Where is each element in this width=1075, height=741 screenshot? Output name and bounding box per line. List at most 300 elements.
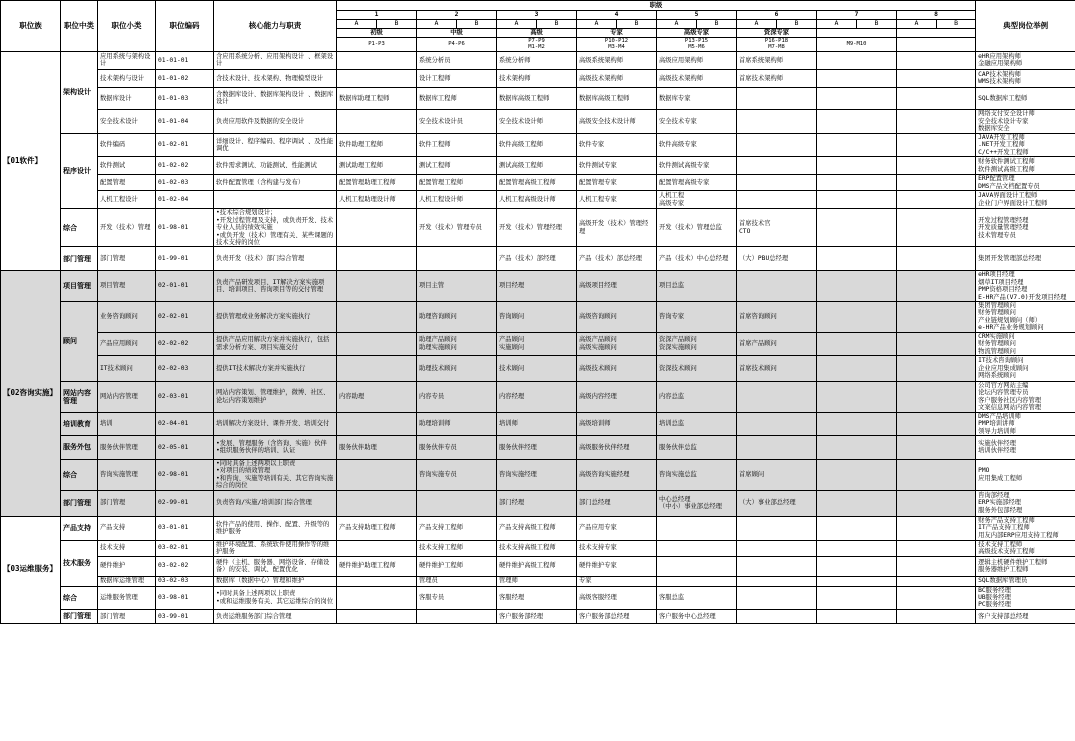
level-cell: 软件专家 (577, 133, 657, 156)
level-cell: 项目经理 (497, 271, 577, 302)
level-cell: 软件高级专家 (657, 133, 737, 156)
level-cell: 测试助理工程师 (337, 157, 417, 175)
level-cell: 内容总监 (657, 381, 737, 412)
core-duty-cell: 网站内容策划、管理维护，微博、社区、论坛内容策划维护 (214, 381, 337, 412)
level-cell: 资深技术顾问 (657, 355, 737, 381)
level-cell (897, 51, 976, 69)
level-cell (897, 191, 976, 209)
level-cell (737, 435, 817, 459)
level-cell (897, 69, 976, 87)
level-cell: 产品（技术）部经理 (497, 247, 577, 271)
level-cell (337, 586, 417, 609)
example-cell: 集团管理顾问 财务管理顾问 产业链规划顾问（师） e-HR产品业务规划顾问 (976, 302, 1075, 333)
level-name: 专家 (577, 29, 657, 38)
example-cell: DMS产品培训师 PMP培训讲师 领导力培训师 (976, 412, 1075, 435)
header-core: 核心能力与职责 (214, 1, 337, 52)
level-cell (897, 332, 976, 355)
level-cell: 服务伙伴总监 (657, 435, 737, 459)
p-range: P13-P15 M5-M6 (657, 38, 737, 52)
level-name (817, 29, 897, 38)
example-cell: 财务软件测试工程师 软件测试高级工程师 (976, 157, 1075, 175)
level-cell: 项目总监 (657, 271, 737, 302)
sub-category-cell: 部门管理 (98, 609, 156, 623)
level-cell: 人机工程设计师 (417, 191, 497, 209)
level-cell: 数据库高级工程师 (577, 87, 657, 109)
level-cell: 测试工程师 (417, 157, 497, 175)
level-cell (337, 247, 417, 271)
level-cell: 培训师 (497, 412, 577, 435)
level-cell (897, 516, 976, 540)
level-cell: 配置管理高级专家 (657, 175, 737, 191)
header-example: 典型岗位举例 (976, 1, 1075, 52)
grade-b: B (937, 20, 976, 29)
example-cell: 实施伙伴经理 培训伙伴经理 (976, 435, 1075, 459)
p-range: P4-P6 (417, 38, 497, 52)
core-duty-cell: 培训解决方案设计、课件开发、培训交付 (214, 412, 337, 435)
header-sub-category: 职位小类 (98, 1, 156, 52)
level-cell: 软件测试高级专家 (657, 157, 737, 175)
level-cell (897, 109, 976, 133)
level-cell: 高级应用架构师 (657, 51, 737, 69)
level-cell (817, 109, 897, 133)
table-row (1, 459, 1075, 490)
code-cell: 03-01-01 (156, 516, 214, 540)
header-level-title: 职级 (337, 1, 976, 11)
example-cell: 财务产品支持工程师 IT产品支持工程师 用友内部ERP应用支持工程师 (976, 516, 1075, 540)
example-cell: SQL数据库工程师 (976, 87, 1075, 109)
level-cell: 资深产品顾问 资深实施顾问 (657, 332, 737, 355)
table-row (1, 302, 1075, 333)
example-cell: BC服务经理 UB服务经理 PC服务经理 (976, 586, 1075, 609)
grade-a: A (417, 20, 457, 29)
table-row (1, 209, 1075, 247)
level-cell: 咨询实施专员 (417, 459, 497, 490)
table-row (1, 412, 1075, 435)
level-cell (817, 191, 897, 209)
code-cell: 01-02-02 (156, 157, 214, 175)
level-cell (417, 247, 497, 271)
level-cell: 软件测试专家 (577, 157, 657, 175)
table-row (1, 381, 1075, 412)
level-cell: 服务伙伴专员 (417, 435, 497, 459)
level-cell: 助理咨询顾问 (417, 302, 497, 333)
sub-category-cell: 软件测试 (98, 157, 156, 175)
table-row (1, 540, 1075, 556)
level-cell: 客服总监 (657, 586, 737, 609)
sub-category-cell: 部门管理 (98, 247, 156, 271)
level-cell: 产品（技术）中心总经理 (657, 247, 737, 271)
level-cell: 专家 (577, 576, 657, 586)
level-cell (737, 87, 817, 109)
mid-category-cell: 综合 (61, 459, 98, 490)
level-cell: 产品支持高级工程师 (497, 516, 577, 540)
level-cell (897, 271, 976, 302)
core-duty-cell: 含应用系统分析、应用架构设计 、框架设计 (214, 51, 337, 69)
level-cell: 技术架构师 (497, 69, 577, 87)
level-cell (337, 412, 417, 435)
level-cell (337, 609, 417, 623)
level-cell: 产品支持助理工程师 (337, 516, 417, 540)
table-row (1, 109, 1075, 133)
level-number: 2 (417, 11, 497, 20)
level-cell (897, 540, 976, 556)
level-cell (817, 247, 897, 271)
level-cell (337, 51, 417, 69)
sub-category-cell: 安全技术设计 (98, 109, 156, 133)
level-cell (817, 69, 897, 87)
level-cell (737, 381, 817, 412)
level-cell (897, 247, 976, 271)
core-duty-cell: 软件配置管理（含构建与发布） (214, 175, 337, 191)
core-duty-cell: 含技术设计、技术架构、物理模型设计 (214, 69, 337, 87)
level-cell (897, 209, 976, 247)
code-cell: 01-01-02 (156, 69, 214, 87)
level-cell: 安全技术设计师 (497, 109, 577, 133)
level-cell (337, 332, 417, 355)
level-cell: 硬件维护高级工程师 (497, 556, 577, 576)
grade-b: B (377, 20, 417, 29)
mid-category-cell: 综合 (61, 586, 98, 609)
core-duty-cell: 提供管理或业务解决方案实施执行 (214, 302, 337, 333)
example-cell: eHR应用架构师 金融应用架构师 (976, 51, 1075, 69)
example-cell: CRM实施顾问 财务管理顾问 物流管理顾问 (976, 332, 1075, 355)
level-cell (817, 540, 897, 556)
level-cell (657, 576, 737, 586)
level-cell (897, 302, 976, 333)
code-cell: 01-02-03 (156, 175, 214, 191)
family-cell: 【02咨询实施】 (1, 271, 61, 516)
mid-category-cell: 产品支持 (61, 516, 98, 540)
sub-category-cell: 产品应用顾问 (98, 332, 156, 355)
mid-category-cell: 部门管理 (61, 490, 98, 516)
example-cell: SQL数据库管理员 (976, 576, 1075, 586)
sub-category-cell: 应用系统与架构设计 (98, 51, 156, 69)
core-duty-cell: •技术综合规划设计； •开发过程管理及支持，或负责开发、技术专业人员的绩效实施 •或负开发（技术）管理有关、某些课题的技术支持的岗位 (214, 209, 337, 247)
level-cell: 高级系统架构师 (577, 51, 657, 69)
level-cell: 测试高级工程师 (497, 157, 577, 175)
sub-category-cell: 技术架构与设计 (98, 69, 156, 87)
level-cell: 首席技术顾问 (737, 355, 817, 381)
level-cell (897, 175, 976, 191)
code-cell: 02-98-01 (156, 459, 214, 490)
example-cell: 逻辑主机硬件维护工程师 服务器维护工程师 (976, 556, 1075, 576)
level-cell: 部门经理 (497, 490, 577, 516)
level-cell (897, 355, 976, 381)
p-range: P10-P12 M3-M4 (577, 38, 657, 52)
table-row (1, 247, 1075, 271)
core-duty-cell: •发展、管理服务（含咨询、实施）伙伴 •组织服务伙伴的培训、认证 (214, 435, 337, 459)
level-cell: 硬件维护助理工程师 (337, 556, 417, 576)
sub-category-cell: 配置管理 (98, 175, 156, 191)
sub-category-cell: 产品支持 (98, 516, 156, 540)
example-cell: 集团开发管理部总经理 (976, 247, 1075, 271)
level-cell: 首席系统架构师 (737, 51, 817, 69)
example-cell: PMO 应用集成工程师 (976, 459, 1075, 490)
p-range: P16-P18 M7-M8 (737, 38, 817, 52)
level-cell: 配置管理专家 (577, 175, 657, 191)
sub-category-cell: 数据库设计 (98, 87, 156, 109)
level-cell: 管理师 (497, 576, 577, 586)
level-cell (817, 576, 897, 586)
level-cell (817, 332, 897, 355)
level-cell (337, 69, 417, 87)
grade-a: A (337, 20, 377, 29)
level-cell: 高级开发（技术）管理经理 (577, 209, 657, 247)
level-cell: 软件助理工程师 (337, 133, 417, 156)
level-cell: 咨询实施经理 (497, 459, 577, 490)
level-cell (417, 609, 497, 623)
core-duty-cell: 提供IT技术解决方案并实施执行 (214, 355, 337, 381)
level-cell (817, 412, 897, 435)
level-cell: 技术顾问 (497, 355, 577, 381)
sub-category-cell: 网站内容管理 (98, 381, 156, 412)
grade-b: B (697, 20, 737, 29)
level-cell (337, 540, 417, 556)
level-cell (897, 459, 976, 490)
level-cell: 客户服务部总经理 (577, 609, 657, 623)
table-row (1, 516, 1075, 540)
example-cell: JAVA开发工程师 .NET开发工程师 C/C++开发工程师 (976, 133, 1075, 156)
code-cell: 02-99-01 (156, 490, 214, 516)
level-cell (337, 576, 417, 586)
level-cell: 高级内容经理 (577, 381, 657, 412)
core-duty-cell: 维护环境配置、系统软件使用操作等的维护服务 (214, 540, 337, 556)
level-cell (897, 87, 976, 109)
grade-a: A (737, 20, 777, 29)
level-cell: 高级技术架构师 (657, 69, 737, 87)
example-cell: ERP配置管理 DMS产品文档配置专员 (976, 175, 1075, 191)
level-cell: 内容专员 (417, 381, 497, 412)
level-cell: （大）事业部总经理 (737, 490, 817, 516)
mid-category-cell: 项目管理 (61, 271, 98, 302)
level-cell: 产品顾问 实施顾问 (497, 332, 577, 355)
sub-category-cell: 硬件维护 (98, 556, 156, 576)
level-cell: 高级技术顾问 (577, 355, 657, 381)
level-cell: 开发（技术）管理专员 (417, 209, 497, 247)
level-cell (817, 586, 897, 609)
example-cell: 公司官方网站主编 论坛内容管理专员 客户服务社区内容管理 文案信息网站内容管理 (976, 381, 1075, 412)
example-cell: 网络支付安全设计师 安全技术设计专家 数据库安全 (976, 109, 1075, 133)
level-cell (897, 490, 976, 516)
level-name: 高级专家 (657, 29, 737, 38)
level-cell: 部门总经理 (577, 490, 657, 516)
level-cell (737, 609, 817, 623)
level-cell: 人机工程 高级专家 (657, 191, 737, 209)
code-cell: 01-02-01 (156, 133, 214, 156)
level-cell (817, 381, 897, 412)
level-cell: 高级咨询顾问 (577, 302, 657, 333)
table-row (1, 586, 1075, 609)
level-cell: 技术支持高级工程师 (497, 540, 577, 556)
level-number: 6 (737, 11, 817, 20)
level-cell: 助理产品顾问 助理实施顾问 (417, 332, 497, 355)
table-row (1, 87, 1075, 109)
table-row (1, 609, 1075, 623)
level-cell (817, 355, 897, 381)
table-row (1, 69, 1075, 87)
p-range: P7-P9 M1-M2 (497, 38, 577, 52)
example-cell: CAP技术架构师 WMS技术架构师 (976, 69, 1075, 87)
code-cell: 03-02-01 (156, 540, 214, 556)
level-cell: 服务伙伴经理 (497, 435, 577, 459)
grade-a: A (497, 20, 537, 29)
level-cell (817, 87, 897, 109)
level-cell (657, 516, 737, 540)
level-cell: 开发（技术）管理总监 (657, 209, 737, 247)
level-cell: 高级客服经理 (577, 586, 657, 609)
level-cell (817, 175, 897, 191)
table-row (1, 157, 1075, 175)
table-row (1, 332, 1075, 355)
level-number: 8 (897, 11, 976, 20)
code-cell: 01-02-04 (156, 191, 214, 209)
sub-category-cell: 技术支持 (98, 540, 156, 556)
core-duty-cell: 提供产品应用解决方案并实施执行，包括需求分析方案、项目实施交付 (214, 332, 337, 355)
example-cell: 开发过程管理经理 开发质量管理经理 技术管理专员 (976, 209, 1075, 247)
table-row (1, 556, 1075, 576)
code-cell: 02-04-01 (156, 412, 214, 435)
level-cell (897, 586, 976, 609)
sub-category-cell: 服务伙伴管理 (98, 435, 156, 459)
level-cell (737, 586, 817, 609)
level-number: 4 (577, 11, 657, 20)
level-cell: 首席顾问 (737, 459, 817, 490)
level-cell (817, 302, 897, 333)
level-cell: 客户服务部经理 (497, 609, 577, 623)
grade-a: A (577, 20, 617, 29)
level-cell: 内容助理 (337, 381, 417, 412)
level-cell: 高级安全技术设计师 (577, 109, 657, 133)
level-cell: 培训总监 (657, 412, 737, 435)
level-cell (817, 271, 897, 302)
grade-a: A (817, 20, 857, 29)
code-cell: 02-05-01 (156, 435, 214, 459)
level-cell: 咨询专家 (657, 302, 737, 333)
level-cell (657, 556, 737, 576)
level-cell (897, 412, 976, 435)
example-cell: JAVA界面设计工程师 企业门户界面设计工程师 (976, 191, 1075, 209)
level-cell (337, 209, 417, 247)
level-cell: 硬件维护工程师 (417, 556, 497, 576)
level-cell: 配置管理工程师 (417, 175, 497, 191)
level-cell: 首席技术官 CTO (737, 209, 817, 247)
code-cell: 02-01-01 (156, 271, 214, 302)
level-cell (897, 609, 976, 623)
level-cell (817, 516, 897, 540)
level-cell: 数据库助理工程师 (337, 87, 417, 109)
code-cell: 01-01-03 (156, 87, 214, 109)
family-cell: 【03运维服务】 (1, 516, 61, 623)
core-duty-cell: 软件产品的使用、操作、配置、升级等的维护服务 (214, 516, 337, 540)
level-cell: 数据库高级工程师 (497, 87, 577, 109)
core-duty-cell: •同时具备上述两项以上职责 •对项目的绩效管理 •和咨询、实施等培训有关、其它咨询实施综合的岗位 (214, 459, 337, 490)
level-cell (737, 556, 817, 576)
level-cell: 客服专员 (417, 586, 497, 609)
level-cell (897, 576, 976, 586)
level-cell: 人机工程助理设计师 (337, 191, 417, 209)
m-range (897, 38, 976, 52)
m-range: M9-M10 (817, 38, 897, 52)
level-cell: （大）PBU总经理 (737, 247, 817, 271)
level-cell (737, 412, 817, 435)
level-cell: 系统分析员 (417, 51, 497, 69)
core-duty-cell: 详细设计、程序编码、程序调试 、及性能调优 (214, 133, 337, 156)
level-cell (897, 435, 976, 459)
core-duty-cell: •同时具备上述两项以上职责 •或和运维服务有关、其它运维综合的岗位 (214, 586, 337, 609)
code-cell: 03-98-01 (156, 586, 214, 609)
level-cell (817, 490, 897, 516)
table-row (1, 191, 1075, 209)
core-duty-cell (214, 191, 337, 209)
level-cell (737, 133, 817, 156)
core-duty-cell: 负责开发（技术）部门综合管理 (214, 247, 337, 271)
grade-b: B (857, 20, 897, 29)
core-duty-cell: 负责产品研发项目、IT解决方案实施项目、培训项目、咨询项目等的交付管理 (214, 271, 337, 302)
level-cell (817, 51, 897, 69)
level-cell (737, 109, 817, 133)
level-cell: 产品支持工程师 (417, 516, 497, 540)
core-duty-cell: 硬件（主机、服务器、网络设备、存储设备）的安装、调试、配置优化 (214, 556, 337, 576)
level-cell (337, 302, 417, 333)
sub-category-cell: 数据库运维管理 (98, 576, 156, 586)
code-cell: 02-02-03 (156, 355, 214, 381)
grade-b: B (617, 20, 657, 29)
level-cell: 首席咨询顾问 (737, 302, 817, 333)
level-cell: 高级培训师 (577, 412, 657, 435)
level-cell: 高级技术架构师 (577, 69, 657, 87)
mid-category-cell: 网站内容管理 (61, 381, 98, 412)
code-cell: 02-02-02 (156, 332, 214, 355)
level-cell: 配置管理助理工程师 (337, 175, 417, 191)
table-row (1, 175, 1075, 191)
level-cell: 管理员 (417, 576, 497, 586)
table-row (1, 490, 1075, 516)
grade-a: A (657, 20, 697, 29)
level-cell (817, 157, 897, 175)
code-cell: 03-02-03 (156, 576, 214, 586)
table-row (1, 271, 1075, 302)
sub-category-cell: 项目管理 (98, 271, 156, 302)
sub-category-cell: IT技术顾问 (98, 355, 156, 381)
sub-category-cell: 业务咨询顾问 (98, 302, 156, 333)
mid-category-cell: 服务外包 (61, 435, 98, 459)
level-cell (817, 133, 897, 156)
level-cell: 高级咨询实施经理 (577, 459, 657, 490)
level-cell (737, 271, 817, 302)
level-cell (737, 175, 817, 191)
level-cell: 数据库专家 (657, 87, 737, 109)
mid-category-cell: 部门管理 (61, 247, 98, 271)
level-cell (337, 271, 417, 302)
core-duty-cell: 含数据库设计、数据库架构设计 、数据库设计 (214, 87, 337, 109)
level-cell (817, 459, 897, 490)
mid-category-cell: 综合 (61, 209, 98, 247)
level-cell (897, 556, 976, 576)
level-cell (817, 209, 897, 247)
level-cell: 内容经理 (497, 381, 577, 412)
level-name: 初级 (337, 29, 417, 38)
level-cell: 高级项目经理 (577, 271, 657, 302)
grade-a: A (897, 20, 937, 29)
mid-category-cell: 架构设计 (61, 51, 98, 133)
code-cell: 01-01-01 (156, 51, 214, 69)
table-row (1, 51, 1075, 69)
level-cell: 技术支持专家 (577, 540, 657, 556)
level-number: 5 (657, 11, 737, 20)
mid-category-cell: 技术服务 (61, 540, 98, 586)
level-cell: 配置管理高级工程师 (497, 175, 577, 191)
sub-category-cell: 培训 (98, 412, 156, 435)
